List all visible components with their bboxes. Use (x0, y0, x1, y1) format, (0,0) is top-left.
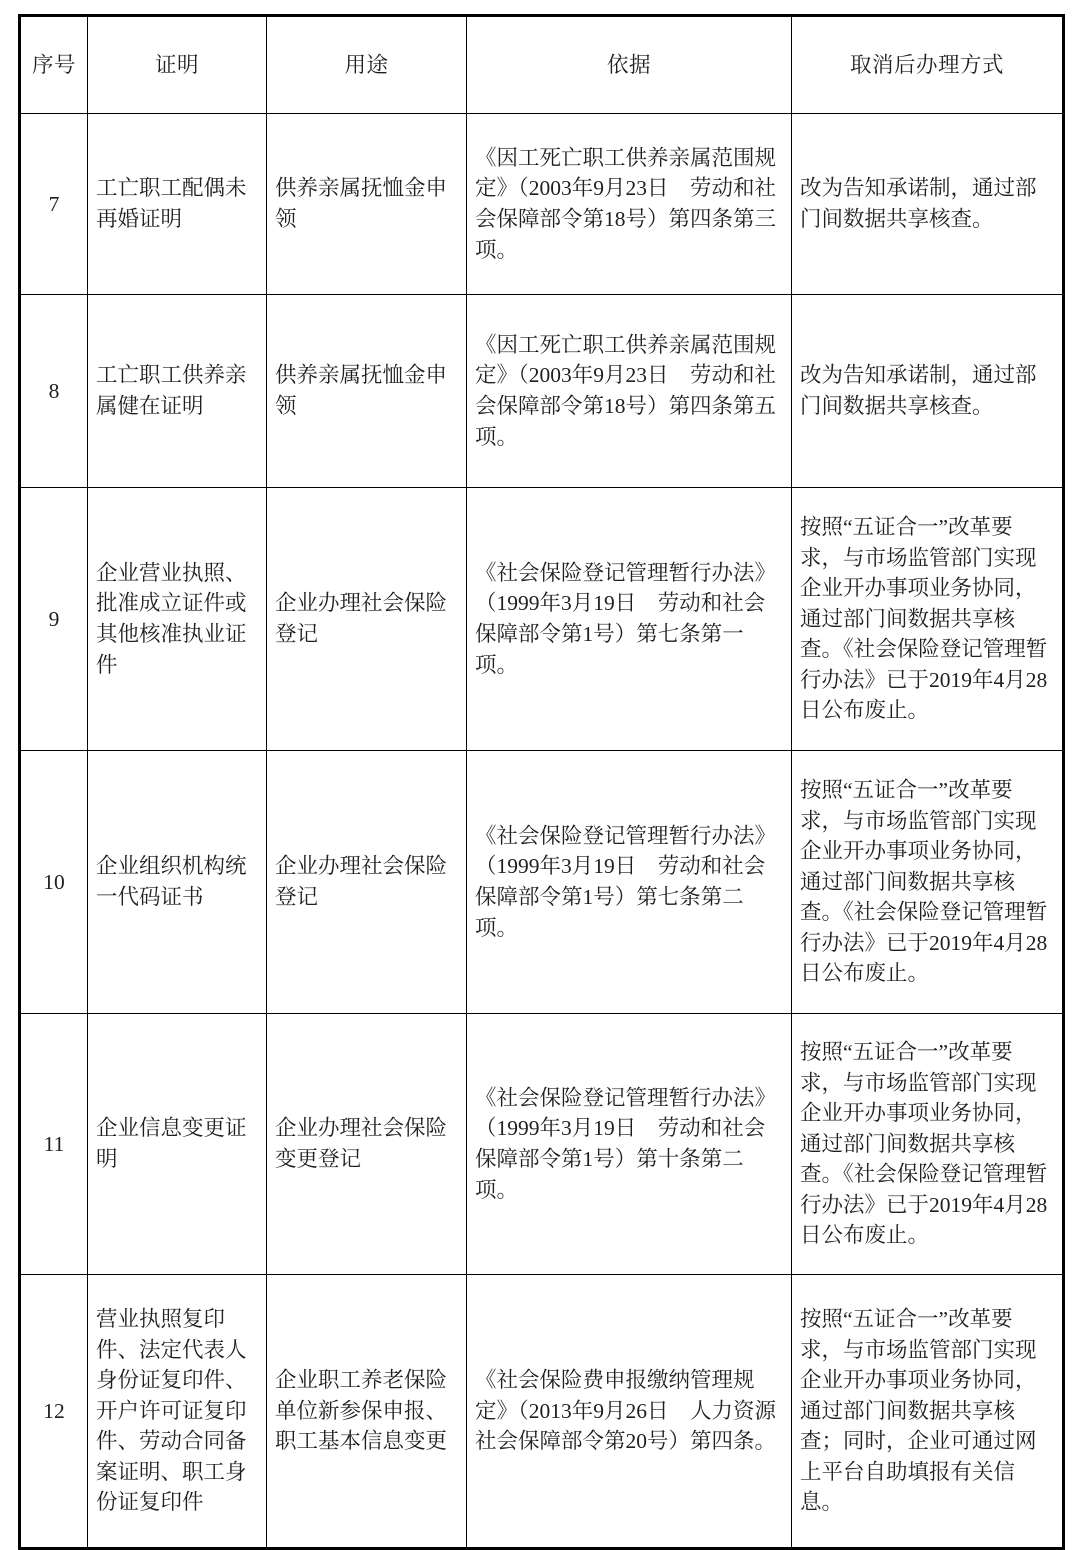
cell-seq: 11 (20, 1014, 88, 1275)
column-header-basis: 依据 (467, 16, 792, 114)
cell-use: 企业办理社会保险登记 (267, 488, 467, 751)
column-header-seq: 序号 (20, 16, 88, 114)
cell-after: 改为告知承诺制，通过部门间数据共享核查。 (792, 295, 1064, 488)
cell-use: 供养亲属抚恤金申领 (267, 114, 467, 295)
table-row (20, 114, 1064, 295)
cell-basis: 《社会保险登记管理暂行办法》（1999年3月19日 劳动和社会保障部令第1号）第七条第一项。 (467, 488, 792, 751)
cell-after: 按照“五证合一”改革要求，与市场监管部门实现企业开办事项业务协同，通过部门间数据共享核查。《社会保险登记管理暂行办法》已于2019年4月28日公布废止。 (792, 488, 1064, 751)
cell-after: 按照“五证合一”改革要求，与市场监管部门实现企业开办事项业务协同，通过部门间数据共享核查。《社会保险登记管理暂行办法》已于2019年4月28日公布废止。 (792, 751, 1064, 1014)
cell-seq: 8 (20, 295, 88, 488)
cell-cert: 企业信息变更证明 (88, 1014, 267, 1275)
cell-basis: 《因工死亡职工供养亲属范围规定》（2003年9月23日 劳动和社会保障部令第18号）第四条第五项。 (467, 295, 792, 488)
cell-basis: 《社会保险登记管理暂行办法》（1999年3月19日 劳动和社会保障部令第1号）第七条第二项。 (467, 751, 792, 1014)
cell-use: 企业办理社会保险变更登记 (267, 1014, 467, 1275)
cell-basis: 《因工死亡职工供养亲属范围规定》（2003年9月23日 劳动和社会保障部令第18号）第四条第三项。 (467, 114, 792, 295)
cell-cert: 工亡职工配偶未再婚证明 (88, 114, 267, 295)
table-row (20, 1014, 1064, 1275)
cell-use: 供养亲属抚恤金申领 (267, 295, 467, 488)
table-header (20, 16, 1064, 114)
table-row (20, 1275, 1064, 1549)
table-row (20, 751, 1064, 1014)
table-row (20, 488, 1064, 751)
table-body (20, 114, 1064, 1549)
cell-cert: 企业营业执照、批准成立证件或其他核准执业证件 (88, 488, 267, 751)
table-row (20, 295, 1064, 488)
cell-basis: 《社会保险登记管理暂行办法》（1999年3月19日 劳动和社会保障部令第1号）第十条第二项。 (467, 1014, 792, 1275)
cell-after: 改为告知承诺制，通过部门间数据共享核查。 (792, 114, 1064, 295)
cell-cert: 企业组织机构统一代码证书 (88, 751, 267, 1014)
cell-after: 按照“五证合一”改革要求，与市场监管部门实现企业开办事项业务协同，通过部门间数据共享核查；同时，企业可通过网上平台自助填报有关信息。 (792, 1275, 1064, 1549)
cell-seq: 12 (20, 1275, 88, 1549)
cancelled-certificates-table (18, 14, 1065, 1550)
column-header-cert: 证明 (88, 16, 267, 114)
cell-use: 企业办理社会保险登记 (267, 751, 467, 1014)
cell-seq: 9 (20, 488, 88, 751)
cell-cert: 工亡职工供养亲属健在证明 (88, 295, 267, 488)
column-header-use: 用途 (267, 16, 467, 114)
table-header-row (20, 16, 1064, 114)
cell-cert: 营业执照复印件、法定代表人身份证复印件、开户许可证复印件、劳动合同备案证明、职工身份证复印件 (88, 1275, 267, 1549)
cell-after: 按照“五证合一”改革要求，与市场监管部门实现企业开办事项业务协同，通过部门间数据共享核查。《社会保险登记管理暂行办法》已于2019年4月28日公布废止。 (792, 1014, 1064, 1275)
cell-basis: 《社会保险费申报缴纳管理规定》（2013年9月26日 人力资源社会保障部令第20号）第四条。 (467, 1275, 792, 1549)
cell-seq: 7 (20, 114, 88, 295)
cell-seq: 10 (20, 751, 88, 1014)
cell-use: 企业职工养老保险单位新参保申报、职工基本信息变更 (267, 1275, 467, 1549)
column-header-after: 取消后办理方式 (792, 16, 1064, 114)
